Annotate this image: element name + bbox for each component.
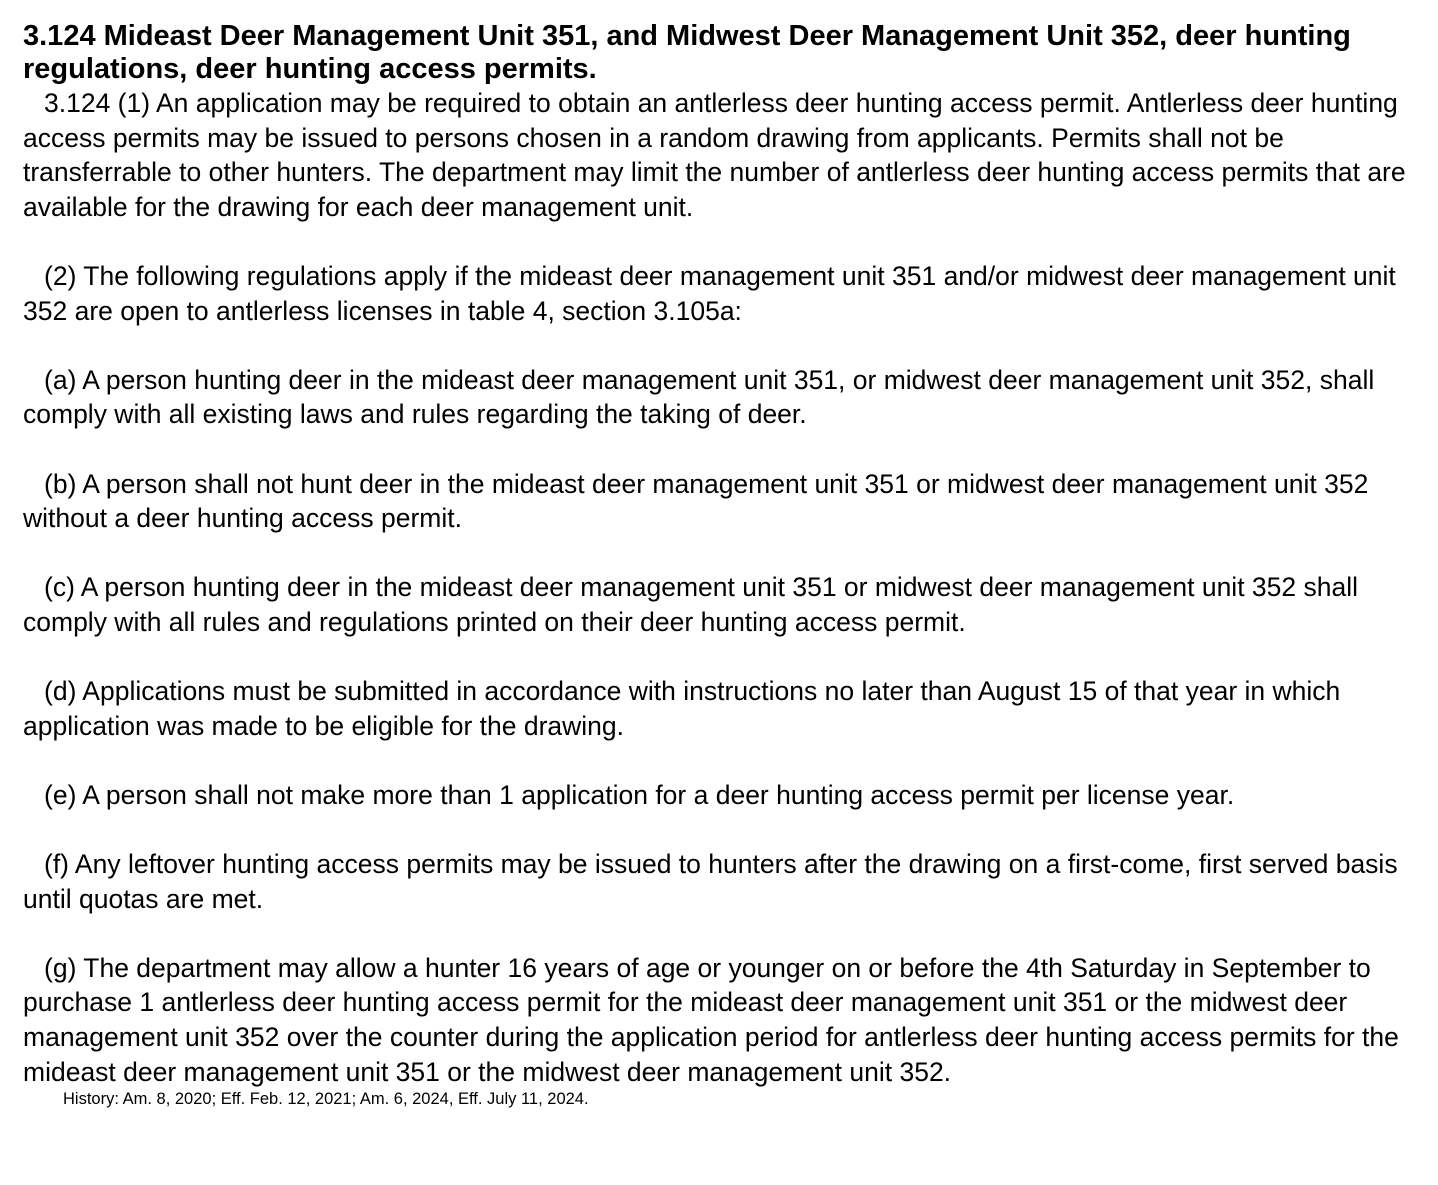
document-body <box>23 20 1428 1109</box>
history-note: History: Am. 8, 2020; Eff. Feb. 12, 2021; Am. 6, 2024, Eff. July 11, 2024. <box>63 1090 589 1109</box>
paragraph-2g: (g) The department may allow a hunter 16 years of age or younger on or before the 4th Saturday in September to purchase 1 antlerless deer hunting access permit for the mideast deer management unit 351 or the midwest deer management unit 352 over the counter during the application period for antlerless deer hunting access permits for the mideast deer management unit 351 or the midwest deer management unit 352. <box>23 952 1399 1087</box>
paragraph-1: 3.124 (1) An application may be required to obtain an antlerless deer hunting access permit. Antlerless deer hunting access permits may be issued to persons chosen in a random drawing from applicants. Permits shall not be transferrable to other hunters. The department may limit the number of antlerless deer hunting access permits that are available for the drawing for each deer management unit. <box>23 88 1406 222</box>
section-title: 3.124 Mideast Deer Management Unit 351, and Midwest Deer Management Unit 352, deer hunting regulations, deer hunting access permits. <box>23 20 1351 85</box>
paragraph-2e: (e) A person shall not make more than 1 application for a deer hunting access permit per license year. <box>44 779 1235 810</box>
paragraph-2b: (b) A person shall not hunt deer in the mideast deer management unit 351 or midwest deer management unit 352 without a deer hunting access permit. <box>23 468 1369 534</box>
paragraph-2a: (a) A person hunting deer in the mideast deer management unit 351, or midwest deer management unit 352, shall comply with all existing laws and rules regarding the taking of deer. <box>23 364 1375 430</box>
paragraph-2d: (d) Applications must be submitted in accordance with instructions no later than August 15 of that year in which application was made to be eligible for the drawing. <box>23 676 1341 741</box>
paragraph-2f: (f) Any leftover hunting access permits may be issued to hunters after the drawing on a first-come, first served basis until quotas are met. <box>23 849 1398 914</box>
paragraph-2: (2) The following regulations apply if the mideast deer management unit 351 and/or midwest deer management unit 352 are open to antlerless licenses in table 4, section 3.105a: <box>23 260 1396 326</box>
paragraph-2c: (c) A person hunting deer in the mideast deer management unit 351 or midwest deer management unit 352 shall comply with all rules and regulations printed on their deer hunting access permit. <box>23 572 1359 637</box>
